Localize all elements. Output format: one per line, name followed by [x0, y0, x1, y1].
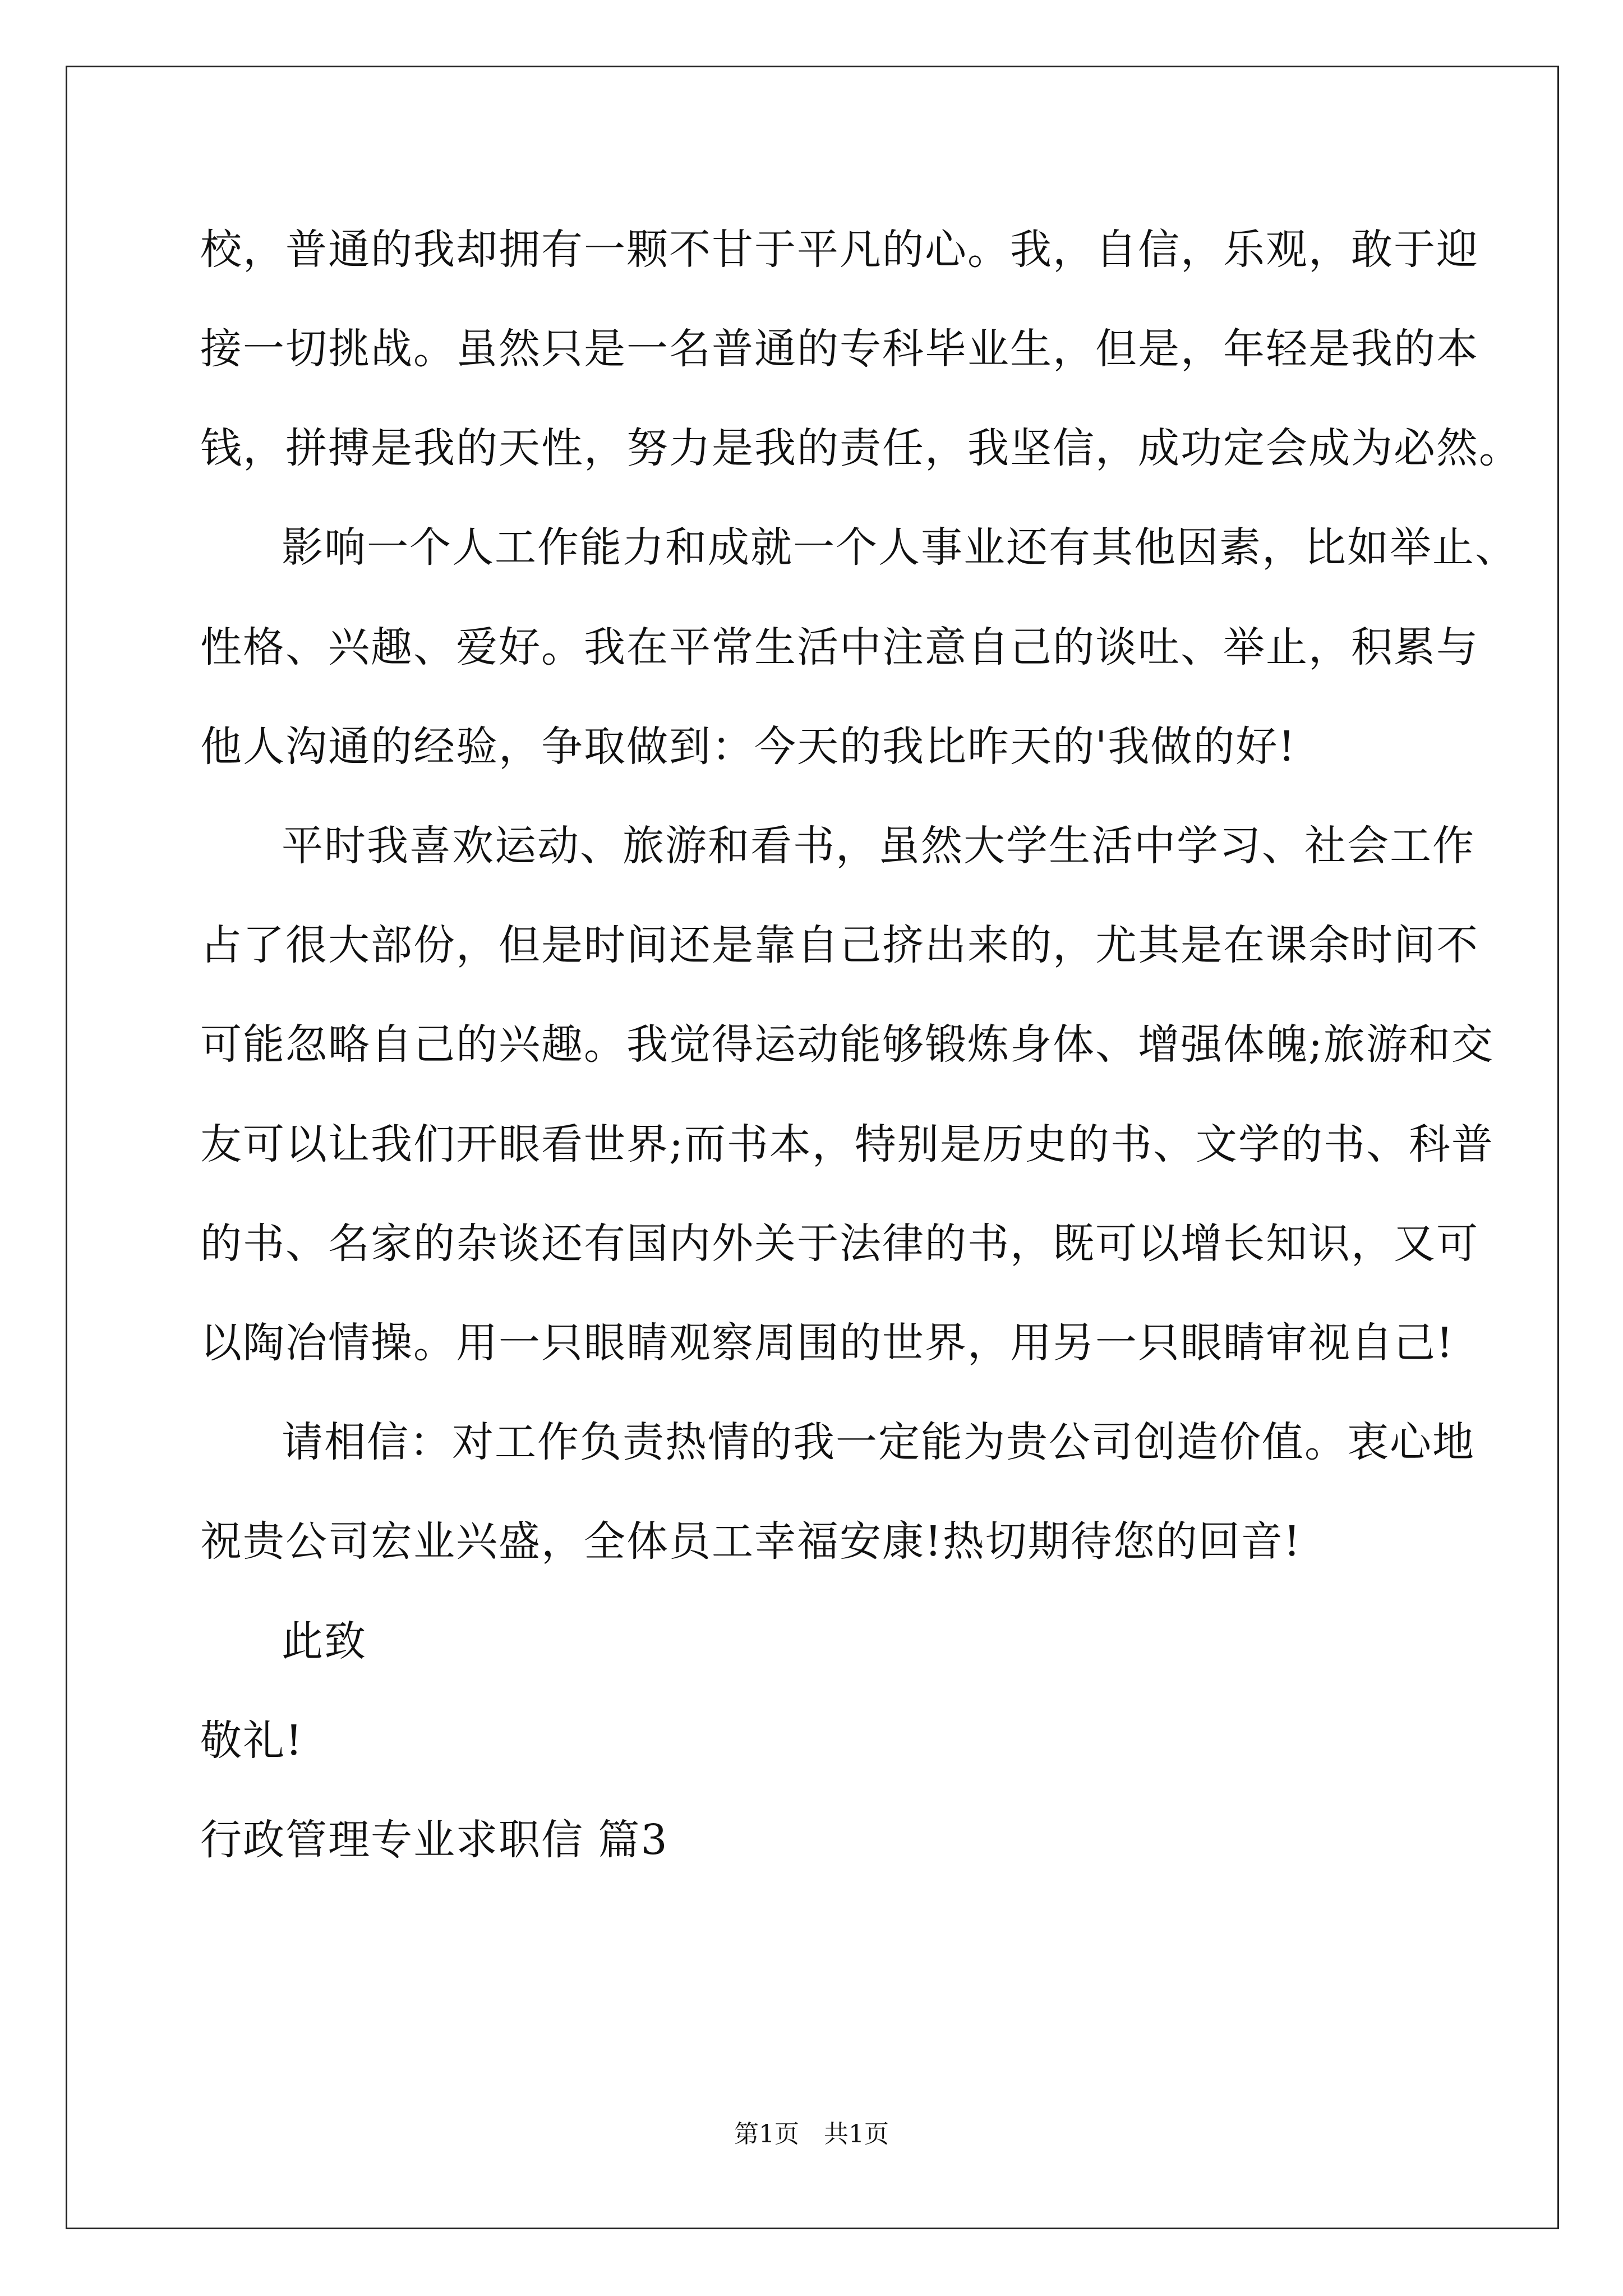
section-heading: 行政管理专业求职信 篇3 — [200, 1816, 668, 1864]
page-footer: 第1页 共1页 — [734, 2120, 889, 2148]
closing-regards: 敬礼! — [200, 1717, 303, 1765]
text-line: 校，普通的我却拥有一颗不甘于平凡的心。我，自信，乐观，敢于迎 — [200, 226, 1479, 274]
closing-salutation: 此致 — [282, 1617, 367, 1665]
text-line: 可能忽略自己的兴趣。我觉得运动能够锻炼身体、增强体魄;旅游和交 — [200, 1020, 1494, 1069]
text-line: 接一切挑战。虽然只是一名普通的专科毕业生，但是，年轻是我的本 — [200, 325, 1479, 373]
paragraph-first-line: 请相信：对工作负责热情的我一定能为贵公司创造价值。衷心地 — [282, 1418, 1475, 1466]
text-line: 的书、名家的杂谈还有国内外关于法律的书，既可以增长知识，又可 — [200, 1220, 1479, 1268]
text-line: 祝贵公司宏业兴盛，全体员工幸福安康!热切期待您的回音! — [200, 1517, 1302, 1566]
paragraph-first-line: 平时我喜欢运动、旅游和看书，虽然大学生活中学习、社会工作 — [282, 822, 1475, 870]
text-line: 他人沟通的经验，争取做到：今天的我比昨天的'我做的好! — [200, 723, 1297, 771]
text-line: 友可以让我们开眼看世界;而书本，特别是历史的书、文学的书、科普 — [200, 1120, 1494, 1168]
text-line: 以陶冶情操。用一只眼睛观察周围的世界，用另一只眼睛审视自己! — [200, 1319, 1454, 1367]
text-line: 性格、兴趣、爱好。我在平常生活中注意自己的谈吐、举止，积累与 — [200, 623, 1479, 671]
paragraph-first-line: 影响一个人工作能力和成就一个人事业还有其他因素，比如举止、 — [282, 523, 1518, 572]
text-line: 钱，拼搏是我的天性，努力是我的责任，我坚信，成功定会成为必然。 — [200, 424, 1521, 472]
text-line: 占了很大部份，但是时间还是靠自己挤出来的，尤其是在课余时间不 — [200, 921, 1479, 969]
